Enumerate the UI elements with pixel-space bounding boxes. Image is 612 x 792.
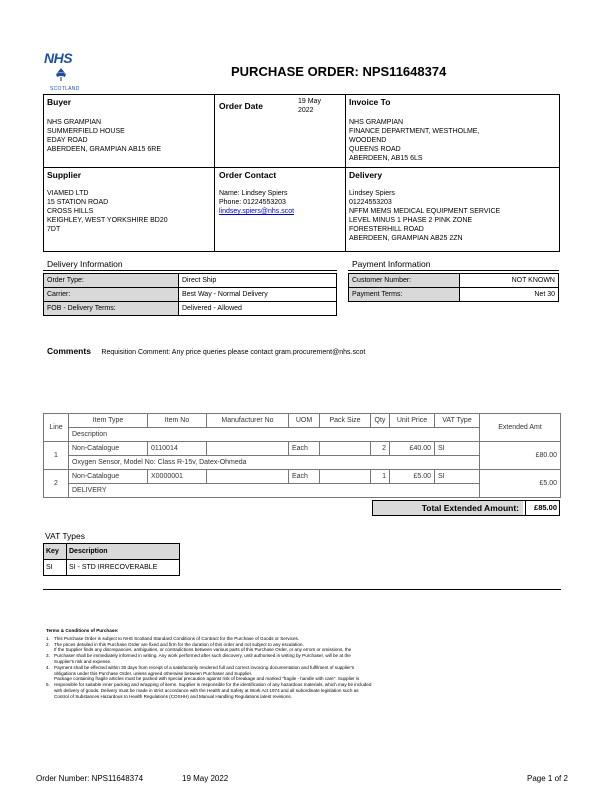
- vat-types-title: VAT Types: [45, 531, 86, 541]
- table-row: 2 Non-Catalogue X0000001 Each 1 £5.00 SI £5.00: [44, 470, 561, 484]
- table-row: Customer Number: NOT KNOWN: [349, 274, 559, 288]
- comments-label: Comments: [47, 346, 91, 356]
- nhs-scotland-logo: [44, 50, 80, 92]
- terms-line: 5. responsible for suitable inner packing and wrapping of items. Supplier is responsible for the identification of any hazardous materials, which may be included: [46, 682, 372, 688]
- page-title: PURCHASE ORDER: NPS11648374: [231, 64, 447, 79]
- terms-line: 4. Payment shall be effected within 30 days from receipt of a satisfactorily rendered full and correct invoicing documentation and fulfilment of supplier's: [46, 664, 355, 670]
- buyer-address: NHS GRAMPIAN SUMMERFIELD HOUSE EDAY ROAD ABERDEEN, GRAMPIAN AB15 6RE: [47, 119, 161, 153]
- table-row: SI SI - STD IRRECOVERABLE: [44, 560, 180, 576]
- terms-line: 1. This Purchase Order is subject to NHS Scotland Standard Conditions of Contract for the Purchase of Goods or Services.: [46, 635, 300, 641]
- comments-section: [47, 341, 365, 359]
- supplier-address: VIAMED LTD 15 STATION ROAD CROSS HILLS KEIGHLEY, WEST YORKSHIRE BD20 7DT: [47, 190, 168, 233]
- supplier-label: Supplier: [47, 170, 82, 180]
- footer-page-number: Page 1 of 2: [527, 774, 568, 783]
- thistle-icon: [50, 67, 72, 81]
- invoice-to-label: Invoice To: [349, 97, 391, 107]
- order-date-label: Order Date: [219, 101, 263, 111]
- delivery-info-table: [43, 273, 337, 316]
- item-description: Oxygen Sensor, Model No: Class R-15v, Datex-Ohmeda: [69, 456, 480, 470]
- contact-phone: Phone: 01224553203: [219, 199, 286, 206]
- terms-line: 3. Purchaser shall be immediately informed in writing. Any work performed after such discovery, until authorised in writing by Purchaser, will be at the: [46, 653, 351, 659]
- table-row: Order Type: Direct Ship: [44, 274, 337, 288]
- terms-line: Control of Substances Hazardous to Health Regulations (COSHH) and Manual Handling Regulations latest revisions.: [54, 693, 292, 699]
- terms-line: with delivery of goods. Delivery must be made in strict accordance with the Health and Safety at Work Act 1974 and all subordinate legislation such as: [54, 687, 359, 693]
- table-row: Key Description: [44, 544, 180, 560]
- total-value: £85.00: [525, 501, 559, 515]
- table-row: Payment Terms: Net 30: [349, 288, 559, 302]
- vat-types-table: [43, 543, 180, 576]
- order-contact-details: [219, 189, 294, 216]
- terms-line: If the Supplier finds any discrepancies, ambiguities, or contradictions between various parts of this Purchase Order, or any errors or omissions, the: [54, 647, 352, 653]
- contact-name: Name: Lindsey Spiers: [219, 190, 288, 197]
- total-box: [372, 500, 560, 516]
- footer-order-number: Order Number: NPS11648374: [36, 774, 144, 783]
- items-table: Line Item Type Item No Manufacturer No UOM Pack Size Qty Unit Price VAT Type Extended Amt Description 1 Non-Catalogue 0110014 Each 2 £40.00 SI £80.00 Oxygen Sensor, Model No: Class R-15v, Datex-Ohmeda 2 Non-Catalogue X0000001 Each 1 £5.00 SI £5.00 DELIVERY: [43, 413, 561, 498]
- comments-text: Requisition Comment: Any price queries please contact gram.procurement@nhs.scot: [101, 349, 366, 356]
- table-row: 1 Non-Catalogue 0110014 Each 2 £40.00 SI £80.00: [44, 442, 561, 456]
- order-date-value: 19 May 2022: [298, 98, 321, 114]
- payment-info-table: [348, 273, 559, 302]
- delivery-label: Delivery: [349, 170, 383, 180]
- invoice-to-address: NHS GRAMPIAN FINANCE DEPARTMENT, WESTHOLME, WOODEND QUEENS ROAD ABERDEEN, AB15 6LS: [349, 119, 480, 162]
- contact-email-link[interactable]: lindsey.spiers@nhs.scot: [219, 208, 295, 215]
- terms-section: [46, 628, 566, 700]
- buyer-label: Buyer: [47, 97, 72, 107]
- terms-line: obligations under this Purchase Order, unless agreed otherwise between Purchaser and Supplier.: [54, 670, 253, 676]
- divider: [43, 589, 561, 590]
- terms-line: Supplier's risk and expense.: [54, 658, 112, 664]
- payment-info-title: Payment Information: [352, 259, 431, 269]
- logo-text: NHS: [44, 50, 73, 66]
- delivery-info-title: Delivery Information: [47, 259, 123, 269]
- footer-date: 19 May 2022: [182, 774, 229, 783]
- terms-line: 2. The prices detailed in this Purchase Order are fixed and firm for the duration of this order and not subject to any escalation.: [46, 641, 304, 647]
- logo-subtitle: SCOTLAND: [50, 86, 80, 92]
- delivery-address: Lindsey Spiers 01224553203 NFFM MEMS MEDICAL EQUIPMENT SERVICE LEVEL MINUS 1 PHASE 2 PINK ZONE FORESTERHILL ROAD ABERDEEN, GRAMPIAN AB25 2ZN: [349, 190, 501, 242]
- table-row: Carrier: Best Way - Normal Delivery: [44, 288, 337, 302]
- total-label: Total Extended Amount:: [373, 501, 523, 515]
- items-header-row: Line Item Type Item No Manufacturer No UOM Pack Size Qty Unit Price VAT Type Extended Amt: [44, 414, 561, 428]
- order-contact-label: Order Contact: [219, 170, 277, 180]
- item-description: DELIVERY: [69, 484, 480, 498]
- terms-title: Terms & Conditions of Purchase:: [46, 628, 119, 633]
- table-row: FOB - Delivery Terms: Delivered - Allowed: [44, 302, 337, 316]
- terms-line: Package containing fragile articles must be packed with special precaution against risk of breakage and marked "fragile - handle with care". Supplier is: [54, 676, 360, 682]
